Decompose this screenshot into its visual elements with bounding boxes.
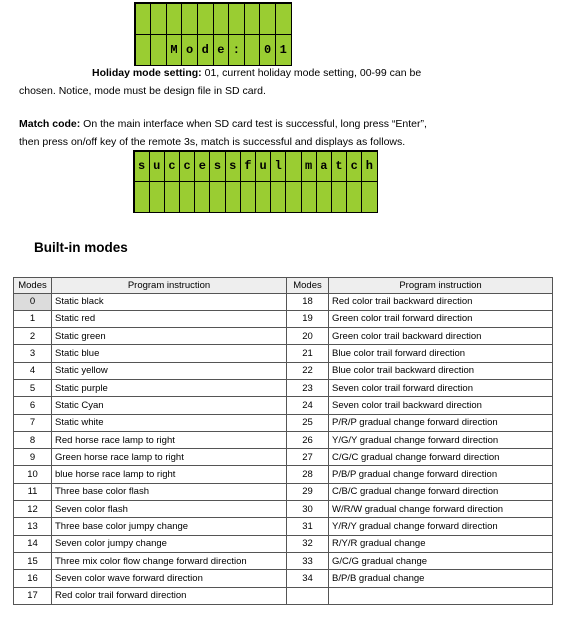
program-instruction-cell: B/P/B gradual change: [329, 570, 553, 587]
lcd-match-cell: [316, 181, 332, 213]
mode-number-cell: 25: [287, 414, 329, 431]
table-row: [14, 535, 553, 552]
mode-number-cell: 9: [14, 449, 52, 466]
lcd-match-cell: h: [361, 151, 377, 183]
table-row: [14, 293, 553, 310]
mode-number-cell: 18: [287, 293, 329, 310]
lcd-mode-cell: [213, 3, 230, 35]
table-row: [14, 328, 553, 345]
mode-number-cell: 3: [14, 345, 52, 362]
program-instruction-cell: [329, 587, 553, 604]
mode-number-cell: 4: [14, 362, 52, 379]
lcd-match-cell: c: [346, 151, 362, 183]
lcd-mode-cell: M: [166, 34, 183, 66]
built-in-modes-table: [13, 277, 553, 605]
lcd-mode-cell: 1: [275, 34, 292, 66]
program-instruction-cell: Static Cyan: [52, 397, 287, 414]
program-instruction-cell: Y/R/Y gradual change forward direction: [329, 518, 553, 535]
mode-number-cell: 28: [287, 466, 329, 483]
lcd-match-cell: u: [255, 151, 271, 183]
mode-number-cell: 11: [14, 483, 52, 500]
lcd-match-cell: [225, 181, 241, 213]
lcd-match-cell: [134, 181, 150, 213]
table-row: [14, 379, 553, 396]
table-row: [14, 362, 553, 379]
mode-number-cell: 33: [287, 552, 329, 569]
lcd-match-cell: c: [164, 151, 180, 183]
program-instruction-cell: Red color trail backward direction: [329, 293, 553, 310]
program-instruction-cell: P/R/P gradual change forward direction: [329, 414, 553, 431]
lcd-mode-cell: [150, 3, 167, 35]
mode-number-cell: 8: [14, 431, 52, 448]
mode-number-cell: 15: [14, 552, 52, 569]
lcd-mode-cell: e: [213, 34, 230, 66]
program-instruction-cell: W/R/W gradual change forward direction: [329, 501, 553, 518]
header-modes: Modes: [14, 278, 52, 294]
holiday-mode-text-2: chosen. Notice, mode must be design file in SD card.: [19, 85, 266, 97]
mode-number-cell: [287, 587, 329, 604]
mode-number-cell: 14: [14, 535, 52, 552]
program-instruction-cell: R/Y/R gradual change: [329, 535, 553, 552]
lcd-match-cell: l: [270, 151, 286, 183]
table-row: [14, 483, 553, 500]
mode-number-cell: 20: [287, 328, 329, 345]
table-row: [14, 466, 553, 483]
mode-number-cell: 34: [287, 570, 329, 587]
lcd-match-cell: [331, 181, 347, 213]
mode-number-cell: 7: [14, 414, 52, 431]
table-row: [14, 570, 553, 587]
mode-number-cell: 6: [14, 397, 52, 414]
mode-number-cell: 21: [287, 345, 329, 362]
header-program-instruction: Program instruction: [329, 278, 553, 294]
program-instruction-cell: Static white: [52, 414, 287, 431]
table-row: [14, 552, 553, 569]
mode-number-cell: 24: [287, 397, 329, 414]
program-instruction-cell: Static black: [52, 293, 287, 310]
program-instruction-cell: Blue color trail forward direction: [329, 345, 553, 362]
lcd-mode-cell: [197, 3, 214, 35]
program-instruction-cell: Static green: [52, 328, 287, 345]
mode-number-cell: 32: [287, 535, 329, 552]
holiday-mode-paragraph: [19, 64, 539, 100]
lcd-match-cell: [346, 181, 362, 213]
lcd-match-cell: [255, 181, 271, 213]
lcd-mode-cell: [275, 3, 292, 35]
program-instruction-cell: Red horse race lamp to right: [52, 431, 287, 448]
lcd-mode-cell: [166, 3, 183, 35]
holiday-mode-text-1: 01, current holiday mode setting, 00-99 can be: [201, 67, 422, 79]
lcd-match-cell: [209, 181, 225, 213]
lcd-match-cell: m: [301, 151, 317, 183]
program-instruction-cell: Red color trail forward direction: [52, 587, 287, 604]
mode-number-cell: 0: [14, 293, 52, 310]
mode-number-cell: 2: [14, 328, 52, 345]
lcd-match-cell: [285, 181, 301, 213]
lcd-mode-cell: [244, 3, 261, 35]
program-instruction-cell: Y/G/Y gradual change forward direction: [329, 431, 553, 448]
program-instruction-cell: C/B/C gradual change forward direction: [329, 483, 553, 500]
lcd-match-cell: [149, 181, 165, 213]
table-row: [14, 449, 553, 466]
program-instruction-cell: Three base color flash: [52, 483, 287, 500]
lcd-match-cell: s: [225, 151, 241, 183]
header-program-instruction: Program instruction: [52, 278, 287, 294]
lcd-match-cell: [270, 181, 286, 213]
program-instruction-cell: Three mix color flow change forward direction: [52, 552, 287, 569]
match-code-label: Match code:: [19, 118, 81, 130]
table-row: [14, 310, 553, 327]
lcd-mode-cell: [259, 3, 276, 35]
mode-number-cell: 5: [14, 379, 52, 396]
lcd-match-cell: a: [316, 151, 332, 183]
program-instruction-cell: Green color trail backward direction: [329, 328, 553, 345]
header-modes: Modes: [287, 278, 329, 294]
program-instruction-cell: Seven color flash: [52, 501, 287, 518]
mode-number-cell: 19: [287, 310, 329, 327]
program-instruction-cell: P/B/P gradual change forward direction: [329, 466, 553, 483]
program-instruction-cell: Seven color trail backward direction: [329, 397, 553, 414]
table-row: [14, 414, 553, 431]
lcd-match-cell: u: [149, 151, 165, 183]
lcd-match-cell: s: [209, 151, 225, 183]
table-row: [14, 587, 553, 604]
program-instruction-cell: Static purple: [52, 379, 287, 396]
lcd-match-cell: s: [134, 151, 150, 183]
lcd-match-cell: [301, 181, 317, 213]
lcd-mode-cell: [228, 3, 245, 35]
mode-number-cell: 22: [287, 362, 329, 379]
lcd-mode-cell: [135, 3, 152, 35]
program-instruction-cell: Seven color jumpy change: [52, 535, 287, 552]
lcd-mode-cell: [181, 3, 198, 35]
program-instruction-cell: Static red: [52, 310, 287, 327]
program-instruction-cell: Green horse race lamp to right: [52, 449, 287, 466]
lcd-mode-cell: d: [197, 34, 214, 66]
table-row: [14, 501, 553, 518]
mode-number-cell: 13: [14, 518, 52, 535]
program-instruction-cell: Static blue: [52, 345, 287, 362]
lcd-match-cell: e: [194, 151, 210, 183]
table-row: [14, 397, 553, 414]
lcd-mode-cell: [135, 34, 152, 66]
lcd-match-cell: f: [240, 151, 256, 183]
program-instruction-cell: blue horse race lamp to right: [52, 466, 287, 483]
program-instruction-cell: Seven color trail forward direction: [329, 379, 553, 396]
mode-number-cell: 23: [287, 379, 329, 396]
program-instruction-cell: G/C/G gradual change: [329, 552, 553, 569]
lcd-match-cell: [179, 181, 195, 213]
mode-number-cell: 17: [14, 587, 52, 604]
table-row: [14, 345, 553, 362]
lcd-mode-cell: 0: [259, 34, 276, 66]
match-code-text-2: then press on/off key of the remote 3s, match is successful and displays as follows.: [19, 136, 406, 148]
holiday-mode-label: Holiday mode setting:: [92, 67, 202, 79]
lcd-match-cell: [361, 181, 377, 213]
table-row: [14, 518, 553, 535]
table-row: [14, 431, 553, 448]
lcd-mode-cell: o: [181, 34, 198, 66]
lcd-match-cell: c: [179, 151, 195, 183]
mode-number-cell: 1: [14, 310, 52, 327]
lcd-mode-cell: [150, 34, 167, 66]
program-instruction-cell: Seven color wave forward direction: [52, 570, 287, 587]
program-instruction-cell: Three base color jumpy change: [52, 518, 287, 535]
lcd-display-mode: [134, 2, 292, 66]
program-instruction-cell: Static yellow: [52, 362, 287, 379]
mode-number-cell: 16: [14, 570, 52, 587]
program-instruction-cell: C/G/C gradual change forward direction: [329, 449, 553, 466]
mode-number-cell: 27: [287, 449, 329, 466]
lcd-mode-cell: [244, 34, 261, 66]
mode-number-cell: 30: [287, 501, 329, 518]
section-title: Built-in modes: [34, 240, 128, 255]
mode-number-cell: 31: [287, 518, 329, 535]
lcd-match-cell: [164, 181, 180, 213]
mode-number-cell: 10: [14, 466, 52, 483]
lcd-match-cell: [240, 181, 256, 213]
table-header-row: [14, 278, 553, 294]
lcd-match-cell: [285, 151, 301, 183]
lcd-match-cell: [194, 181, 210, 213]
mode-number-cell: 26: [287, 431, 329, 448]
program-instruction-cell: Blue color trail backward direction: [329, 362, 553, 379]
lcd-mode-cell: :: [228, 34, 245, 66]
lcd-display-match: [133, 150, 378, 213]
program-instruction-cell: Green color trail forward direction: [329, 310, 553, 327]
lcd-match-cell: t: [331, 151, 347, 183]
mode-number-cell: 29: [287, 483, 329, 500]
mode-number-cell: 12: [14, 501, 52, 518]
match-code-paragraph: [19, 115, 539, 151]
match-code-text-1: On the main interface when SD card test is successful, long press “Enter”,: [80, 118, 427, 130]
